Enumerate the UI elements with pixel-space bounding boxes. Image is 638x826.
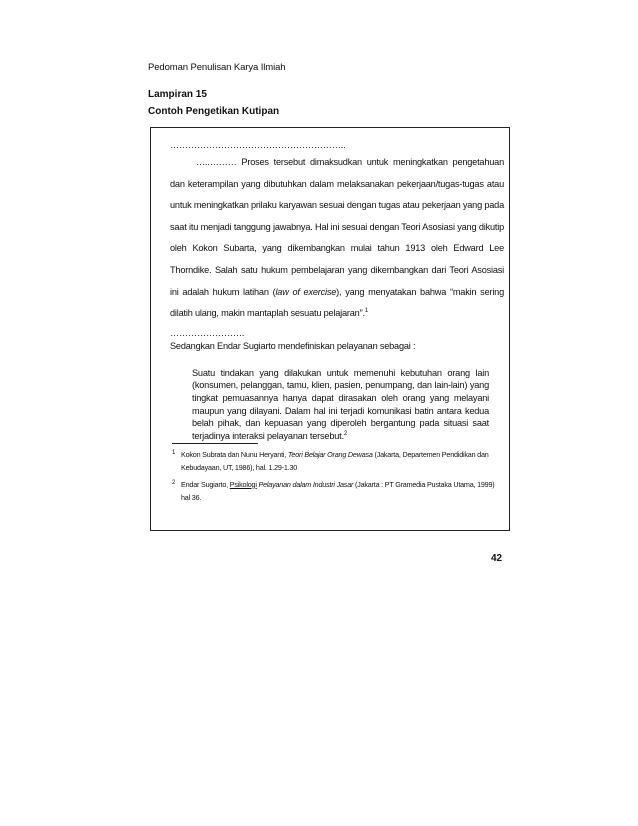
footnotes [172, 448, 502, 505]
footnote-text: Endar Sugiarto, [181, 479, 230, 489]
footnote-publication: (Jakarta : PT Gramedia Pustaka Utama, 1999) hal 36. [181, 479, 495, 503]
footnote-number: 1 [172, 450, 176, 456]
footnote-book-title: Pelayanan dalam Industri Jasar [256, 479, 354, 489]
italic-term: law of exercise [275, 286, 337, 297]
appendix-subtitle: Contoh Pengetikan Kutipan [148, 106, 280, 117]
footnote-text: Kokon Subrata dan Nunu Heryanti, [181, 450, 288, 459]
running-header: Pedoman Penulisan Karya Ilmiah [148, 62, 286, 73]
appendix-title: Lampiran 15 [148, 89, 207, 100]
example-content [170, 138, 504, 442]
footnote-book-title: Teori Belajar Orang Dewasa [287, 450, 373, 459]
paragraph-text: Proses tersebut dimaksudkan untuk meningkatkan pengetahuan dan keterampilan yang dibutuhkan dalam melaksanakan pekerjaan/tugas-tugas atau untuk meningkatkan prilaku karyawan sesuai dengan tugas atau pekerjaan yang pada saat itu menjadi tanggung jawabnya. Hal ini sesuai dengan Teori Asosiasi yang dikutip oleh Kokon Subarta, yang dikembangkan mulai tahun 1913 oleh Edward Lee Thorndike. Salah satu hukum pembelajaran yang dikembangkan dari Teori Asosiasi ini adalah hukum latihan ( [170, 157, 504, 297]
block-quote-text: Suatu tindakan yang dilakukan untuk memenuhi kebutuhan orang lain (konsumen, pelanggan, tamu, klien, pasien, penumpang, dan lain-lain) yang tingkat pemuasannya hanya dapat dirasakan oleh orang yang melayani maupun yang dilayani. Dalam hal ini terjadi komunikasi batin antara kedua belah pihak, dan kepuasan yang diperoleh bergantung pada situasi saat terjadinya interaksi pelayanan tersebut. [192, 367, 489, 441]
footnote-number: 2 [172, 479, 176, 486]
citation-paragraph [170, 152, 504, 325]
quote-intro: Sedangkan Endar Sugiarto mendefiniskan pelayanan sebagai : [170, 340, 416, 351]
page-number: 42 [491, 553, 503, 564]
footnote-item [172, 478, 502, 505]
paragraph-text-end: ), yang menyatakan bahwa “makin sering dilatih ulang, makin mantaplah sesuatu pelajaran”. [170, 286, 504, 319]
opening-ellipsis: …..……… [196, 157, 237, 167]
footnote-item [172, 448, 502, 475]
footnote-underlined: Psikologi [229, 479, 257, 489]
footnote-separator [172, 443, 258, 444]
leading-ellipsis: ………………………………………………….. [170, 140, 346, 150]
footnote-ref-1: 1 [364, 308, 368, 315]
block-quote [192, 367, 489, 443]
footnote-publication: (Jakarta, Departemen Pendidikan dan Kebudayaan, UT, 1986), hal. 1.29-1.30 [181, 450, 489, 473]
footnote-ref-2: 2 [343, 430, 347, 437]
trailing-ellipsis: ……………………. [170, 327, 245, 338]
